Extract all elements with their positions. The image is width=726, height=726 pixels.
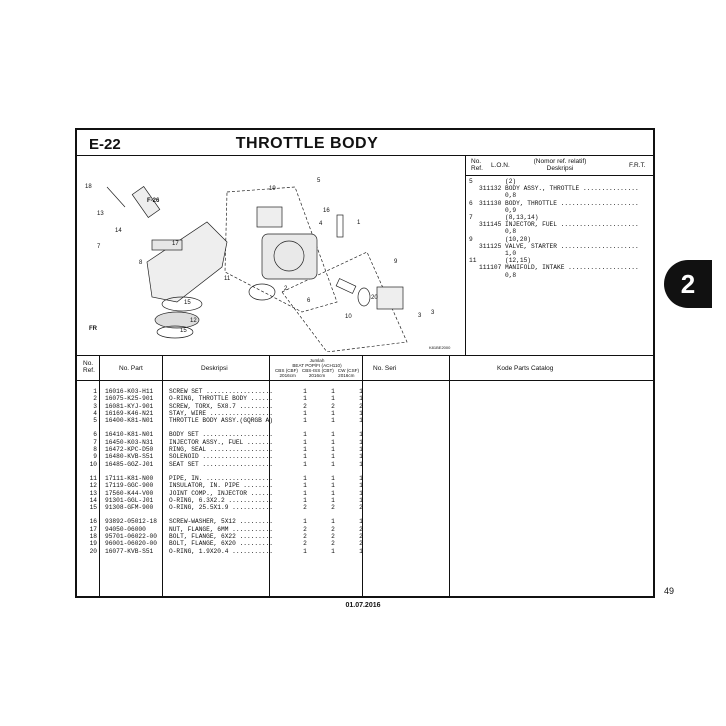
page-frame — [75, 128, 655, 598]
svg-text:8: 8 — [139, 260, 143, 266]
ref-cell-desc: (8,13,14) — [505, 214, 539, 222]
row-qty-3: 1 — [359, 453, 363, 461]
row-qty-2: 1 — [331, 431, 335, 439]
row-qty-2: 2 — [331, 402, 335, 410]
ref-cell-desc: INJECTOR, FUEL ..................... 0,8 — [505, 221, 639, 236]
row-qty-3: 2 — [359, 504, 363, 512]
table-row — [83, 410, 653, 417]
row-qty-2: 2 — [331, 504, 335, 512]
row-qty-3: 1 — [359, 489, 363, 497]
svg-text:2: 2 — [284, 286, 288, 292]
row-qty-3: 1 — [359, 431, 363, 439]
row-qty-3: 1 — [359, 474, 363, 482]
row-ref-no: 15 — [89, 504, 97, 512]
ref-row — [469, 264, 649, 278]
row-qty-2: 1 — [331, 547, 335, 555]
page-number: 49 — [664, 586, 675, 596]
row-qty-1: 2 — [303, 540, 307, 548]
ref-col-no: No. — [471, 158, 482, 165]
group-gap — [83, 511, 653, 518]
svg-text:17: 17 — [172, 241, 179, 247]
row-qty-3: 2 — [359, 525, 363, 533]
row-qty-3: 1 — [359, 438, 363, 446]
row-ref-no: 16 — [89, 518, 97, 526]
row-qty-1: 1 — [303, 417, 307, 425]
row-description: O-RING, 6.3X2.2 ............ — [169, 496, 273, 504]
table-row — [83, 497, 653, 504]
ref-cell-ref — [469, 221, 479, 235]
row-part-no: 91301-GGL-J01 — [105, 496, 154, 504]
ref-cell-lon — [479, 257, 505, 264]
ref-cell-lon: 311132 — [479, 185, 502, 193]
row-qty-1: 1 — [303, 547, 307, 555]
row-ref-no: 13 — [89, 489, 97, 497]
exploded-diagram — [77, 152, 465, 352]
ref-cell-lon — [479, 178, 505, 185]
svg-text:FR: FR — [89, 326, 97, 332]
ref-row — [469, 243, 649, 257]
svg-text:15: 15 — [180, 328, 187, 334]
row-ref-no: 19 — [89, 540, 97, 548]
row-qty-3: 1 — [359, 482, 363, 490]
row-description: SEAT SET ................... — [169, 460, 273, 468]
row-part-no: 16410-K81-N01 — [105, 431, 154, 439]
table-row — [83, 504, 653, 511]
svg-text:6: 6 — [307, 298, 311, 304]
svg-text:3: 3 — [431, 310, 435, 316]
row-qty-3: 1 — [359, 547, 363, 555]
seat-ring-shape — [358, 288, 370, 306]
row-qty-1: 1 — [303, 518, 307, 526]
ref-row — [469, 214, 649, 221]
row-part-no: 16400-K81-N01 — [105, 417, 154, 425]
svg-text:19: 19 — [269, 186, 276, 192]
table-row — [83, 518, 653, 525]
qty-year-2: 2016cm — [308, 373, 326, 378]
svg-text:20: 20 — [371, 295, 378, 301]
parts-col-part: No. Part — [119, 365, 143, 372]
ref-cell-ref: 9 — [469, 235, 473, 243]
table-row — [83, 431, 653, 438]
row-part-no: 95701-06022-00 — [105, 533, 157, 541]
row-ref-no: 8 — [93, 446, 97, 454]
row-qty-2: 1 — [331, 395, 335, 403]
ref-cell-desc: BODY ASSY., THROTTLE ............... 0,8 — [505, 185, 639, 200]
row-qty-2: 1 — [331, 438, 335, 446]
row-ref-no: 6 — [93, 431, 97, 439]
ref-row — [469, 236, 649, 243]
ref-cell-desc: (2) — [505, 178, 517, 185]
ref-cell-ref — [469, 264, 479, 278]
row-qty-2: 2 — [331, 525, 335, 533]
row-qty-1: 1 — [303, 482, 307, 490]
parts-col-catalog: Kode Parts Catalog — [497, 365, 554, 372]
row-qty-1: 1 — [303, 431, 307, 439]
ref-cell-desc: (10,20) — [505, 235, 531, 243]
row-ref-no: 2 — [93, 395, 97, 403]
row-ref-no: 12 — [89, 482, 97, 490]
row-ref-no: 10 — [89, 460, 97, 468]
row-description: INSULATOR, IN. PIPE ........ — [169, 482, 273, 490]
row-part-no: 94050-06000 — [105, 525, 146, 533]
qty-type-2: CBS-ISS (CBT) — [301, 368, 334, 373]
row-qty-2: 1 — [331, 460, 335, 468]
ref-cell-desc: BODY, THROTTLE ..................... 0,9 — [505, 199, 639, 214]
row-qty-1: 2 — [303, 402, 307, 410]
ref-cell-ref: 5 — [469, 178, 473, 185]
table-row — [83, 417, 653, 424]
row-ref-no: 7 — [93, 438, 97, 446]
parts-col-no: No. — [83, 360, 94, 367]
row-qty-2: 2 — [331, 533, 335, 541]
table-row — [83, 540, 653, 547]
ref-col-desc: Deskripsi — [546, 165, 574, 172]
row-ref-no: 18 — [89, 533, 97, 541]
row-description: THROTTLE BODY ASSY.(GQRGB A) — [169, 417, 273, 425]
row-part-no: 16081-KYJ-901 — [105, 402, 154, 410]
row-description: BOLT, FLANGE, 6X20 ......... — [169, 540, 273, 548]
row-description: O-RING, 1.9X20.4 ........... — [169, 547, 273, 555]
table-row — [83, 388, 653, 395]
qty-year-1: 2016cm — [279, 373, 296, 378]
row-qty-1: 1 — [303, 474, 307, 482]
table-row — [83, 395, 653, 402]
parts-col-qty-sub: BEAT POP/FI (ACH110) — [292, 363, 342, 368]
ref-cell-lon — [479, 214, 505, 221]
table-row — [83, 403, 653, 410]
row-description: SCREW SET .................. — [169, 388, 273, 395]
svg-text:18: 18 — [85, 184, 92, 190]
ref-cell-lon: 111107 — [479, 264, 502, 272]
row-description: BOLT, FLANGE, 6X22 ......... — [169, 533, 273, 541]
svg-text:7: 7 — [97, 244, 101, 250]
row-ref-no: 9 — [93, 453, 97, 461]
table-row — [83, 533, 653, 540]
parts-col-qty: Jumlah — [309, 358, 325, 363]
row-description: SCREW, TORX, 5X8.7 ......... — [169, 402, 273, 410]
throttle-o-ring-shape — [249, 284, 275, 300]
row-qty-1: 1 — [303, 489, 307, 497]
row-qty-3: 2 — [359, 402, 363, 410]
row-qty-2: 1 — [331, 518, 335, 526]
svg-text:K81BE2000: K81BE2000 — [429, 345, 451, 350]
row-qty-3: 2 — [359, 533, 363, 541]
ref-row — [469, 200, 649, 214]
row-qty-2: 1 — [331, 446, 335, 454]
row-qty-2: 1 — [331, 417, 335, 425]
ref-table — [469, 178, 649, 279]
row-qty-3: 1 — [359, 409, 363, 417]
row-qty-3: 2 — [359, 540, 363, 548]
ref-cell-ref: 6 — [469, 199, 473, 207]
row-qty-1: 1 — [303, 460, 307, 468]
svg-text:F-26: F-26 — [147, 198, 160, 204]
parts-col-serial: No. Seri — [373, 365, 397, 372]
row-qty-1: 1 — [303, 438, 307, 446]
ref-cell-lon: 311125 — [479, 242, 502, 250]
ref-cell-lon: 311130 — [479, 199, 502, 207]
row-qty-2: 1 — [331, 482, 335, 490]
ref-row — [469, 257, 649, 264]
row-description: JOINT COMP., INJECTOR ...... — [169, 489, 273, 497]
ref-cell-desc: MANIFOLD, INTAKE ................... 0,8 — [505, 264, 639, 279]
row-qty-3: 1 — [359, 460, 363, 468]
row-part-no: 16169-K46-N21 — [105, 409, 154, 417]
ref-cell-ref — [469, 185, 479, 199]
row-part-no: 93892-05012-18 — [105, 518, 157, 526]
ref-row — [469, 178, 649, 185]
qty-year-3: 2016cm — [338, 373, 355, 378]
row-qty-1: 1 — [303, 496, 307, 504]
table-row — [83, 446, 653, 453]
bolt-shape — [107, 187, 125, 207]
row-ref-no: 14 — [89, 496, 97, 504]
row-part-no: 91308-GFM-900 — [105, 504, 154, 512]
svg-text:16: 16 — [323, 208, 330, 214]
parts-top-rule — [77, 355, 653, 356]
section-code: E-22 — [89, 136, 121, 153]
group-gap — [83, 468, 653, 475]
ref-cell-ref: 11 — [469, 257, 477, 265]
screw-shape — [337, 215, 343, 237]
ref-cell-desc: (12,15) — [505, 257, 531, 265]
qty-type-1: CBS (CBF) — [274, 368, 298, 373]
row-qty-1: 1 — [303, 453, 307, 461]
row-qty-2: 1 — [331, 474, 335, 482]
row-qty-3: 1 — [359, 388, 363, 395]
svg-text:5: 5 — [317, 178, 321, 184]
row-description: O-RING, THROTTLE BODY ...... — [169, 395, 273, 403]
seat-set-shape — [336, 279, 356, 294]
row-qty-2: 1 — [331, 409, 335, 417]
svg-text:12: 12 — [190, 318, 197, 324]
row-description: SOLENOID ................... — [169, 453, 273, 461]
row-description: STAY, WIRE ................. — [169, 409, 273, 417]
row-part-no: 17560-K44-V00 — [105, 489, 154, 497]
row-qty-3: 1 — [359, 496, 363, 504]
row-qty-1: 1 — [303, 388, 307, 395]
row-qty-3: 1 — [359, 446, 363, 454]
ref-col-desc-top: (Nomor ref. relatif) — [533, 158, 587, 165]
row-part-no: 17119-GGC-900 — [105, 482, 154, 490]
solenoid-shape — [377, 287, 403, 309]
ref-cell-desc: VALVE, STARTER ..................... 1,0 — [505, 242, 639, 258]
row-description: INJECTOR ASSY., FUEL ....... — [169, 438, 273, 446]
page-title: THROTTLE BODY — [235, 135, 379, 152]
table-row — [83, 461, 653, 468]
ref-head-rule — [466, 175, 653, 176]
row-qty-1: 1 — [303, 409, 307, 417]
row-qty-1: 1 — [303, 395, 307, 403]
table-row — [83, 482, 653, 489]
qty-type-3: CW (CSF) — [337, 368, 359, 373]
row-part-no: 16077-KVB-S51 — [105, 547, 154, 555]
group-gap — [83, 424, 653, 431]
row-ref-no: 3 — [93, 402, 97, 410]
row-qty-1: 2 — [303, 504, 307, 512]
ref-cell-lon: 311145 — [479, 221, 502, 229]
row-ref-no: 17 — [89, 525, 97, 533]
table-row — [83, 475, 653, 482]
svg-text:1: 1 — [357, 220, 361, 226]
table-row — [83, 548, 653, 555]
footer-date: 01.07.2016 — [345, 602, 381, 609]
ref-col-frt: F.R.T. — [629, 162, 646, 169]
row-qty-2: 1 — [331, 489, 335, 497]
svg-text:13: 13 — [97, 211, 104, 217]
row-qty-3: 1 — [359, 395, 363, 403]
svg-text:15: 15 — [184, 300, 191, 306]
svg-text:11: 11 — [224, 276, 231, 282]
row-description: O-RING, 25.5X1.9 ........... — [169, 504, 273, 512]
row-qty-3: 1 — [359, 417, 363, 425]
row-description: SCREW-WASHER, 5X12 ......... — [169, 518, 273, 526]
intake-manifold-shape — [147, 222, 227, 302]
row-description: RING, SEAL ................. — [169, 446, 273, 454]
row-qty-2: 1 — [331, 453, 335, 461]
parts-head-rule — [77, 380, 653, 381]
parts-table — [83, 388, 653, 555]
row-part-no: 16075-K25-901 — [105, 395, 154, 403]
row-qty-3: 1 — [359, 518, 363, 526]
row-ref-no: 5 — [93, 417, 97, 425]
row-description: NUT, FLANGE, 6MM ........... — [169, 525, 273, 533]
row-ref-no: 20 — [89, 547, 97, 555]
chapter-tab[interactable]: 2 — [664, 260, 712, 308]
table-row — [83, 490, 653, 497]
svg-text:14: 14 — [115, 228, 122, 234]
stay-wire-shape — [257, 207, 282, 227]
row-part-no: 16485-GGZ-J01 — [105, 460, 154, 468]
row-qty-1: 2 — [303, 533, 307, 541]
row-ref-no: 4 — [93, 409, 97, 417]
row-qty-2: 2 — [331, 540, 335, 548]
row-ref-no: 1 — [93, 388, 97, 395]
row-part-no: 16472-KPC-D50 — [105, 446, 154, 454]
svg-text:9: 9 — [394, 259, 398, 265]
ref-cell-ref: 7 — [469, 214, 473, 222]
row-ref-no: 11 — [89, 474, 97, 482]
parts-col-ref: Ref. — [83, 367, 95, 374]
ref-col-lon: L.O.N. — [491, 162, 510, 169]
parts-col-desc: Deskripsi — [201, 365, 228, 372]
ref-row — [469, 185, 649, 199]
row-part-no: 16450-K03-N31 — [105, 438, 154, 446]
divider-vertical — [465, 155, 466, 355]
row-qty-1: 2 — [303, 525, 307, 533]
o-ring-shape — [162, 297, 202, 311]
ref-cell-ref — [469, 243, 479, 257]
ref-row — [469, 221, 649, 235]
row-part-no: 16480-KVB-S51 — [105, 453, 154, 461]
table-row — [83, 439, 653, 446]
table-row — [83, 526, 653, 533]
table-row — [83, 453, 653, 460]
svg-text:3: 3 — [418, 313, 422, 319]
row-qty-2: 1 — [331, 496, 335, 504]
row-part-no: 17111-K81-N00 — [105, 474, 154, 482]
row-part-no: 16016-K03-H11 — [105, 388, 154, 395]
row-description: BODY SET ................... — [169, 431, 273, 439]
row-qty-2: 1 — [331, 388, 335, 395]
row-part-no: 96001-06020-00 — [105, 540, 157, 548]
ref-col-ref: Ref. — [471, 165, 483, 172]
row-qty-1: 1 — [303, 446, 307, 454]
ref-cell-lon — [479, 236, 505, 243]
svg-text:4: 4 — [319, 221, 323, 227]
row-description: PIPE, IN. .................. — [169, 474, 273, 482]
svg-text:10: 10 — [345, 314, 352, 320]
